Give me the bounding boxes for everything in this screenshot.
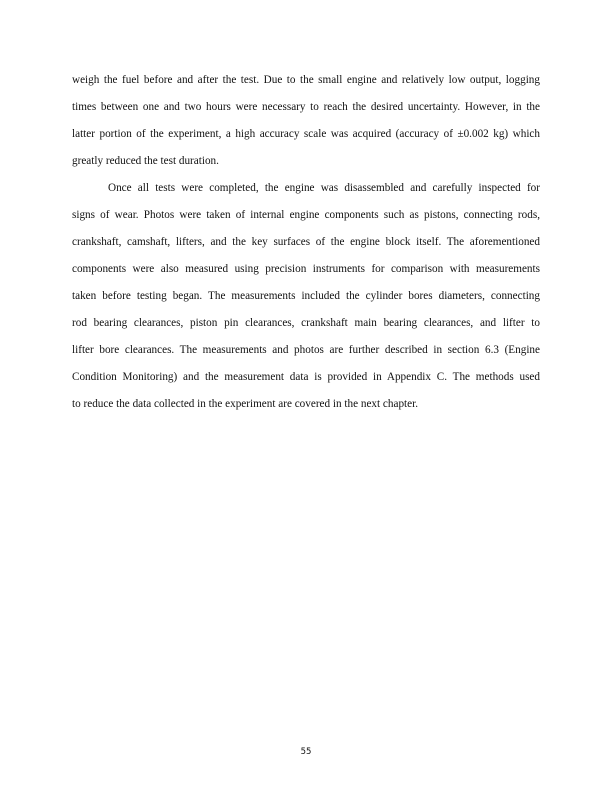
text-line: Condition Monitoring) and the measurement data is provided in Appendix C. The methods used xyxy=(72,371,540,383)
text-line: rod bearing clearances, piston pin clearances, crankshaft main bearing clearances, and lifter to xyxy=(72,317,540,329)
text-line: Once all tests were completed, the engine was disassembled and carefully inspected for xyxy=(108,182,540,194)
text-line: greatly reduced the test duration. xyxy=(72,155,219,167)
text-line: taken before testing began. The measurements included the cylinder bores diameters, connecting xyxy=(72,290,540,302)
text-line: lifter bore clearances. The measurements and photos are further described in section 6.3 (Engine xyxy=(72,344,540,356)
text-line: crankshaft, camshaft, lifters, and the key surfaces of the engine block itself. The aforementioned xyxy=(72,236,540,248)
text-line: weigh the fuel before and after the test. Due to the small engine and relatively low output, logging xyxy=(72,74,540,86)
text-line: to reduce the data collected in the experiment are covered in the next chapter. xyxy=(72,398,419,410)
text-line: times between one and two hours were necessary to reach the desired uncertainty. However, in the xyxy=(72,101,540,113)
page-number: 55 xyxy=(300,747,312,757)
text-line: signs of wear. Photos were taken of internal engine components such as pistons, connecting rods, xyxy=(72,209,540,221)
text-line: components were also measured using precision instruments for comparison with measurements xyxy=(72,263,540,275)
text-line: latter portion of the experiment, a high accuracy scale was acquired (accuracy of ±0.002 kg) which xyxy=(72,128,540,140)
